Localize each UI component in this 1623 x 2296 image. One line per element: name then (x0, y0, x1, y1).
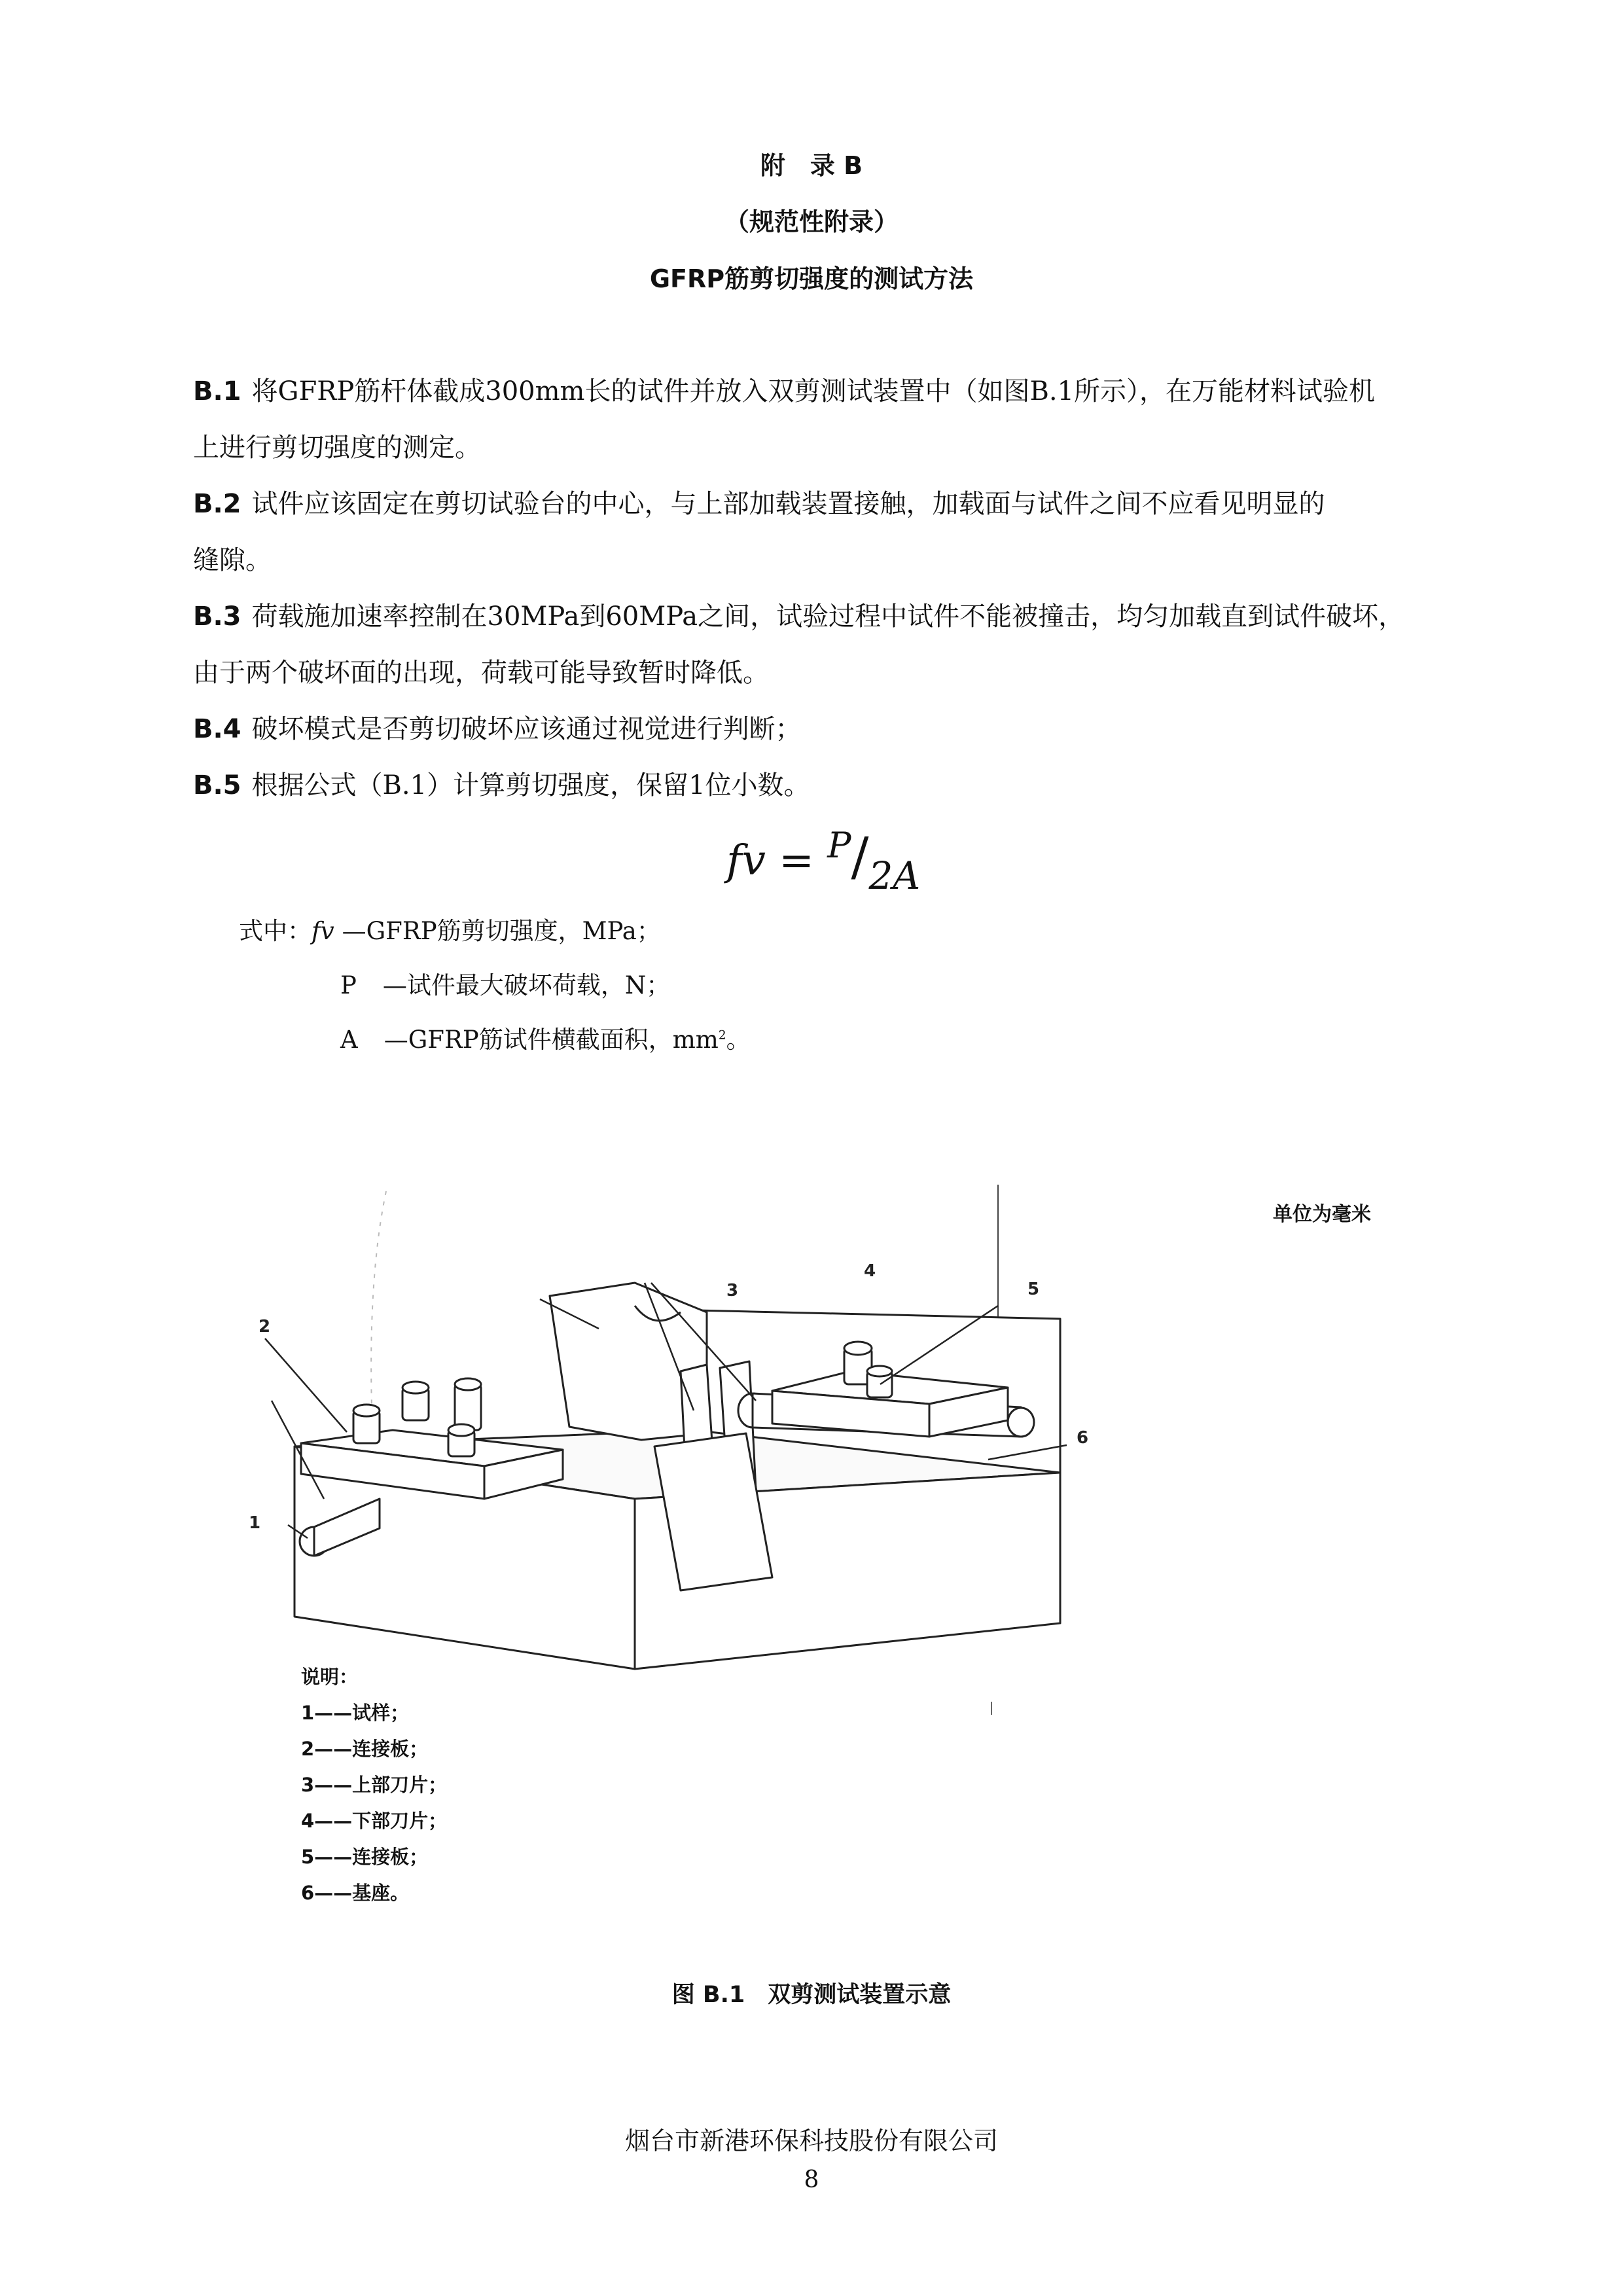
callout-2: 2 (259, 1317, 271, 1336)
where-line-p (340, 965, 670, 1001)
formula-lhs: fv (726, 836, 766, 885)
formula-eq: = (779, 836, 814, 885)
clause-b4 (193, 701, 1476, 757)
callout-5: 5 (1027, 1280, 1040, 1299)
where-symbol: A (340, 1026, 358, 1054)
appendix-title: GFRP筋剪切强度的测试方法 (649, 264, 974, 293)
legend-item: 2——连接板； (301, 1738, 429, 1760)
where-line-a (340, 1020, 751, 1055)
clause-label: B.2 (193, 489, 241, 519)
clause-text: 试件应该固定在剪切试验台的中心，与上部加载装置接触，加载面与试件之间不应看见明显的 (251, 489, 1325, 519)
formula-denominator: 2A (868, 853, 921, 898)
where-sup: 2 (718, 1028, 726, 1043)
legend-item: 6——基座。 (301, 1882, 410, 1904)
clause-text: 缝隙。 (193, 545, 272, 575)
clause-b2 (193, 476, 1476, 588)
appendix-type: （规范性附录） (724, 207, 899, 236)
clause-text: 根据公式（B.1）计算剪切强度，保留1位小数。 (251, 770, 810, 800)
where-symbol: P (340, 971, 357, 999)
where-tail: 。 (726, 1026, 751, 1054)
figure-caption: 图 B.1 双剪测试装置示意 (671, 1982, 952, 2008)
clause-label: B.3 (193, 601, 241, 632)
legend-item: 5——连接板； (301, 1846, 429, 1868)
clause-b3 (193, 588, 1476, 701)
appendix-heading: 附 录 B (760, 151, 863, 180)
formula-numerator: P (827, 825, 851, 866)
double-shear-apparatus-drawing (249, 1172, 1440, 1996)
figure-unit-note: 单位为毫米 (1273, 1203, 1371, 1226)
legend-item: 1——试样； (301, 1702, 410, 1724)
formula-slash: / (851, 826, 869, 887)
clause-label: B.5 (193, 770, 241, 800)
clause-b5 (193, 757, 1476, 814)
where-line-fv (239, 911, 661, 946)
clause-text: 由于两个破坏面的出现，荷载可能导致暂时降低。 (193, 658, 769, 688)
page-number: 8 (804, 2166, 819, 2193)
where-symbol: fv (312, 917, 334, 945)
clause-label: B.4 (193, 714, 241, 744)
clause-text: 荷载施加速率控制在30MPa到60MPa之间，试验过程中试件不能被撞击，均匀加载直到试件破坏， (251, 601, 1405, 632)
callout-1: 1 (249, 1513, 261, 1533)
legend-item: 3——上部刀片； (301, 1774, 448, 1796)
formula-b1 (726, 825, 921, 898)
where-desc: —GFRP筋剪切强度，MPa； (342, 917, 661, 945)
callout-4: 4 (864, 1261, 876, 1281)
callout-6: 6 (1077, 1428, 1089, 1448)
clause-text: 破坏模式是否剪切破坏应该通过视觉进行判断； (251, 714, 802, 744)
where-intro: 式中： (239, 917, 312, 945)
where-desc: —GFRP筋试件横截面积，mm (383, 1026, 719, 1054)
legend-item: 4——下部刀片； (301, 1810, 448, 1832)
where-desc: —试件最大破坏荷载，N； (382, 971, 671, 999)
callout-3: 3 (726, 1281, 739, 1300)
legend-title: 说明： (301, 1666, 359, 1688)
footer-company: 烟台市新港环保科技股份有限公司 (624, 2126, 998, 2155)
clause-text: 上进行剪切强度的测定。 (193, 433, 481, 463)
clause-text: 将GFRP筋杆体截成300mm长的试件并放入双剪测试装置中（如图B.1所示），在万能材料试验机 (251, 376, 1376, 406)
clause-label: B.1 (193, 376, 241, 406)
clause-b1 (193, 363, 1476, 476)
figure-b1 (249, 1172, 1440, 1996)
figure-legend (301, 1659, 447, 1911)
